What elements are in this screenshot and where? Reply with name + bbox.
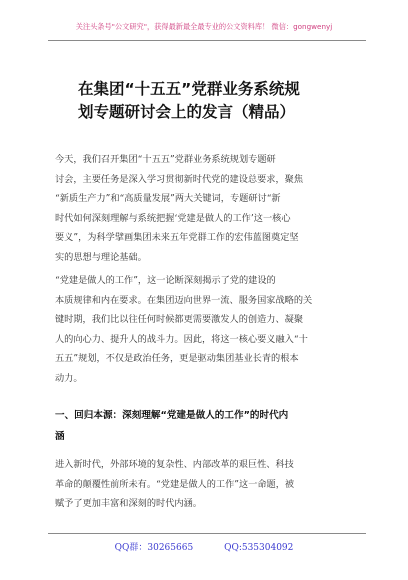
- paragraph-line: “党建是做人的工作”，这一论断深刻揭示了党的建设的: [55, 275, 276, 286]
- paragraph-line: 时代如何深刻理解与系统把握‘党建是做人的工作’这一核心: [55, 212, 291, 224]
- paragraph-2: [55, 271, 361, 389]
- paragraph-line: 实的思想与理论基础。: [55, 251, 147, 263]
- paragraph-line: 本质规律和内在要求。在集团迈向世界一流、服务国家战略的关: [55, 294, 313, 306]
- heading-line: 一、回归本源：深刻理解“党建是做人的工作”的时代内: [55, 410, 289, 421]
- section-heading-1: [55, 405, 365, 447]
- paragraph-line: 动力。: [55, 372, 83, 384]
- paragraph-1: [55, 150, 361, 268]
- footer-divider: [48, 533, 366, 534]
- paragraph-line: “新质生产力”和“高质量发展”两大关键词，专题研讨“新: [55, 193, 281, 205]
- footer-qq-group: QQ群：30265665: [114, 543, 194, 553]
- footer-qq-contact: QQ:535304092: [224, 543, 294, 553]
- title-line: 在集团“十五五”党群业务系统规: [78, 80, 300, 98]
- paragraph-line: 今天，我们召开集团“十五五”党群业务系统规划专题研: [55, 154, 276, 165]
- paragraph-line: 要义”，为科学擘画集团未来五年党群工作的宏伟蓝图奠定坚: [55, 232, 299, 244]
- paragraph-line: 键时期，我们比以往任何时候都更需要激发人的创造力、凝聚: [55, 314, 304, 326]
- paragraph-line: 赋予了更加丰富和深刻的时代内涵。: [55, 498, 202, 510]
- paragraph-line: 革命的颠覆性前所未有。“党建是做人的工作”这一命题，被: [55, 478, 295, 490]
- header-divider: [48, 40, 366, 41]
- footer: [0, 540, 408, 553]
- document-title: [78, 78, 378, 124]
- title-line: 划专题研讨会上的发言（精品）: [78, 103, 296, 121]
- paragraph-line: 讨会，主要任务是深入学习贯彻新时代党的建设总要求，聚焦: [55, 173, 304, 185]
- paragraph-line: 进入新时代，外部环境的复杂性、内部改革的艰巨性、科技: [55, 459, 294, 470]
- header-banner: 关注头条号"公文研究"，获得最新最全最专业的公文资料库！ 微信：gongwenyj: [75, 22, 333, 31]
- heading-line: 涵: [55, 431, 65, 442]
- paragraph-line: 人的向心力、提升人的战斗力。因此，将这一核心要义融入“十: [55, 333, 308, 345]
- paragraph-line: 五五”规划，不仅是政治任务，更是驱动集团基业长青的根本: [55, 353, 299, 365]
- paragraph-3: [55, 455, 361, 514]
